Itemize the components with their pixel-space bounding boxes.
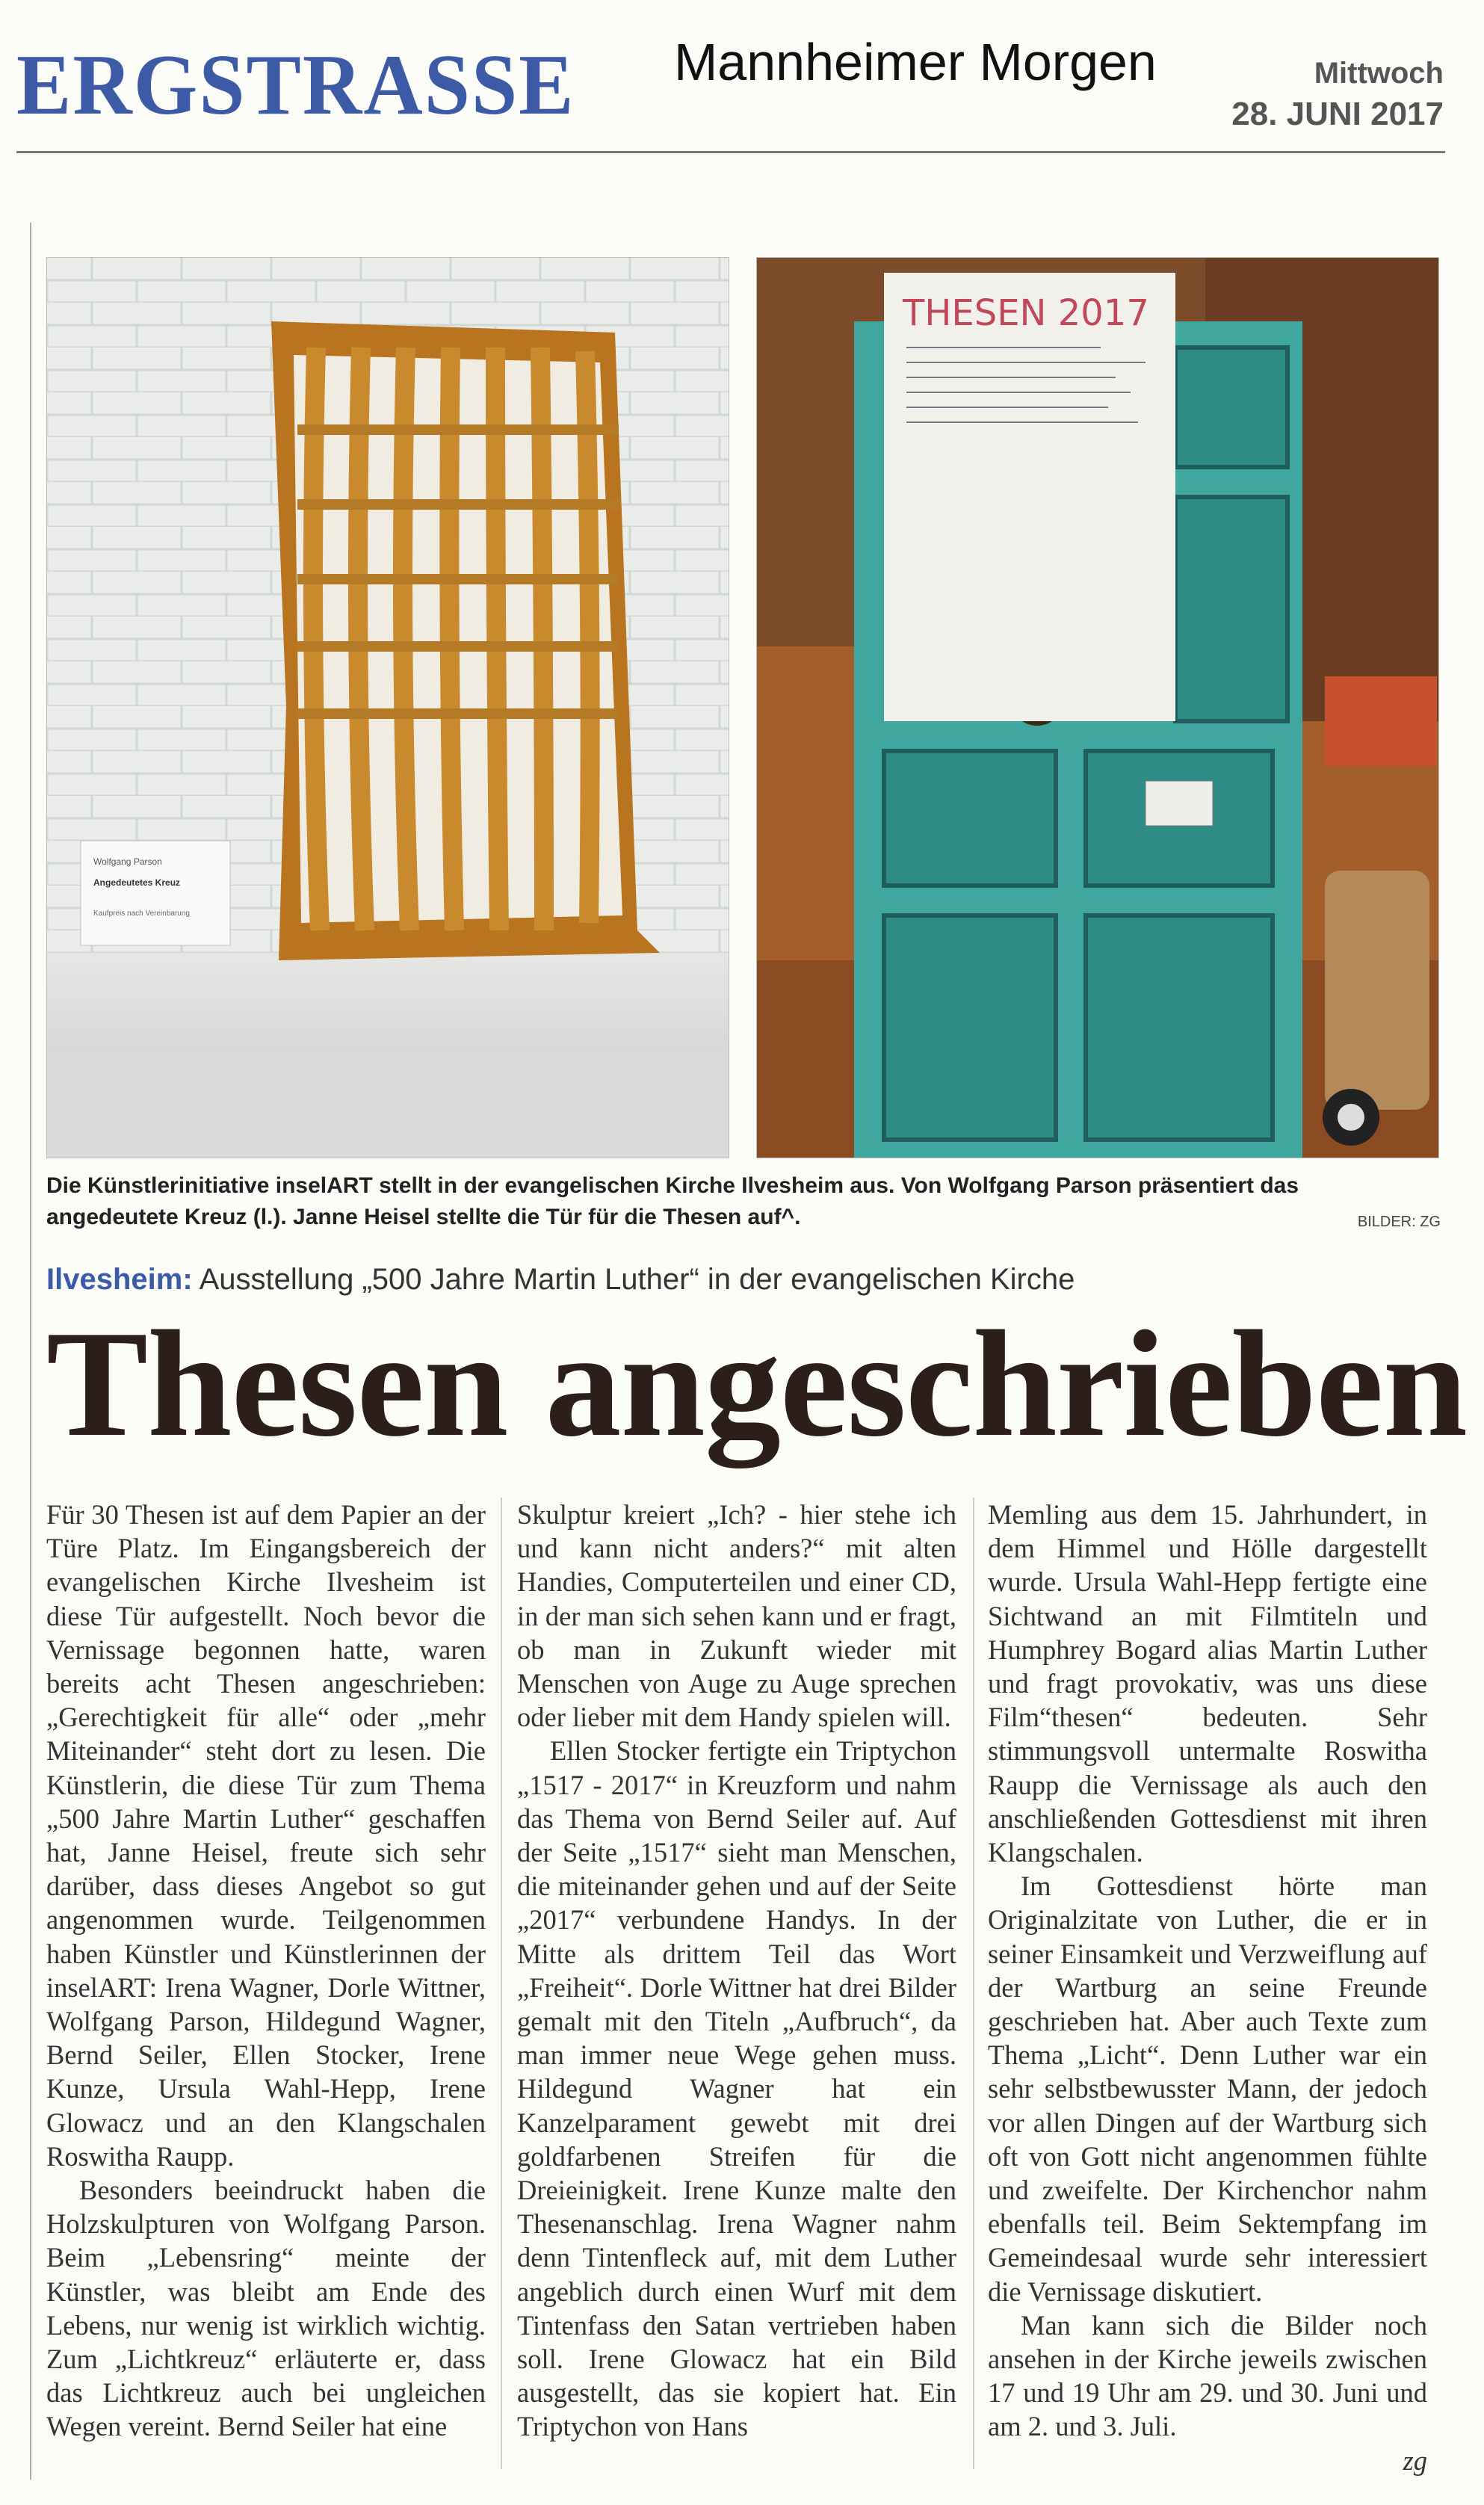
- svg-text:Kaufpreis nach Vereinbarung: Kaufpreis nach Vereinbarung: [93, 909, 190, 918]
- paragraph: Man kann sich die Bilder noch ansehen in der Kirche jeweils zwischen 17 und 19 Uhr am 29. und 30. Juni und am 2. und 3. Juli.: [988, 2309, 1427, 2442]
- kicker-text: Ausstellung „500 Jahre Martin Luther“ in der evangelischen Kirche: [192, 1263, 1075, 1296]
- photo-credit: BILDER: ZG: [1357, 1214, 1441, 1230]
- svg-text:Wolfgang Parson: Wolfgang Parson: [93, 856, 162, 867]
- wicker-basket: [1323, 871, 1429, 1146]
- article-kicker: [46, 1263, 1075, 1297]
- photo-wood-sculpture: [46, 257, 729, 1158]
- paragraph: Ellen Stocker fertigte ein Triptychon „1517 - 2017“ in Kreuzform und nahm das Thema von Bernd Seiler auf. Auf der Seite „1517“ sieht man Menschen, die miteinander gehen und auf der Seite „2017“ verbundene Handys. In der Mitte als drittem Teil das Wort „Freiheit“. Dorle Wittner hat drei Bilder gemalt mit den Titeln „Aufbruch“, da man immer neue Wege gehen muss. Hildegund Wagner hat ein Kanzelparament gewebt mit drei goldfarbenen Streifen für die Dreieinigkeit. Irene Kunze malte den Thesenanschlag. Irena Wagner nahm denn Tintenfleck auf, mit dem Luther angeblich durch einen Wurf mit dem Tintenfass den Satan vertrieben haben soll. Irene Glowacz hat ein Bild ausgestellt, das sie kopiert hat. Ein Triptychon von Hans: [517, 1735, 956, 2442]
- photo-thesen-door: [756, 257, 1439, 1158]
- paragraph: Besonders beeindruckt haben die Holzskulpturen von Wolfgang Parson. Beim „Lebensring“ meinte der Künstler, was bleibt am Ende des Lebens, nur wenig ist wirklich wichtig. Zum „Lichtkreuz“ erläuterte er, dass das Lichtkreuz auch bei ungleichen Wegen vereint. Bernd Seiler hat eine: [46, 2175, 486, 2442]
- issue-weekday: Mittwoch: [1314, 57, 1444, 90]
- left-margin-rule: [30, 223, 31, 2480]
- article-column-1: [46, 1498, 486, 2444]
- newspaper-name: Mannheimer Morgen: [674, 33, 1157, 91]
- paragraph: Memling aus dem 15. Jahrhundert, in dem Himmel und Hölle dargestellt wurde. Ursula Wahl-Hepp fertigte eine Sichtwand an mit Filmtiteln und Humphrey Bogard alias Martin Luther und fragt provokativ, was uns diese Film“thesen“ bedeuten. Sehr stimmungsvoll untermalte Roswitha Raupp die Vernissage als auch den anschließenden Gottesdienst mit ihren Klangschalen.: [988, 1499, 1427, 1868]
- paragraph: Für 30 Thesen ist auf dem Papier an der Türe Platz. Im Eingangsbereich der evangelischen Kirche Ilvesheim ist diese Tür aufgestellt. Noch bevor die Vernissage begonnen hatte, waren bereits acht Thesen angeschrieben: „Gerechtigkeit für alle“ oder „mehr Miteinander“ steht dort zu lesen. Die Künstlerin, die diese Tür zum Thema „500 Jahre Martin Luther“ geschaffen hat, Janne Heisel, freute sich sehr darüber, dass dieses Angebot so gut angenommen wurde. Teilgenommen haben Künstler und Künstlerinnen der inselART: Irena Wagner, Dorle Wittner, Wolfgang Parson, Hildegund Wagner, Bernd Seiler, Ellen Stocker, Irene Kunze, Ursula Wahl-Hepp, Irene Glowacz und an den Klangschalen Roswitha Raupp.: [46, 1499, 486, 2172]
- article-column-3: [988, 1498, 1427, 2477]
- masthead-rule: [16, 151, 1445, 153]
- paragraph: Skulptur kreiert „Ich? - hier stehe ich und kann nicht anders?“ mit alten Handies, Computerteilen und einer CD, in der man sich sehen kann und er fragt, ob man in Zukunft wieder mit Menschen von Auge zu Auge sprechen oder lieber mit dem Handy spielen will.: [517, 1499, 956, 1733]
- svg-text:Angedeutetes Kreuz: Angedeutetes Kreuz: [93, 877, 181, 888]
- article-headline: Thesen angeschrieben: [46, 1300, 1468, 1468]
- thesen-paper-sheet: [884, 273, 1175, 721]
- article-column-2: [517, 1498, 956, 2444]
- issue-date: 28. JUNI 2017: [1231, 96, 1444, 132]
- paragraph: Im Gottesdienst hörte man Originalzitate von Luther, die er in seiner Einsamkeit und Verzweiflung auf der Wartburg an seine Freunde geschrieben hat. Aber auch Texte zum Thema „Licht“. Denn Luther war ein sehr selbstbewusster Mann, der jedoch vor allen Dingen auf der Wartburg sich oft von Gott nicht angenommen fühlte und zweifelte. Der Kirchenchor nahm ebenfalls teil. Beim Sektempfang im Gemeindesaal wurde sehr interessiert die Vernissage diskutiert.: [988, 1871, 1427, 2307]
- kicker-place: Ilvesheim:: [46, 1263, 193, 1296]
- author-signature: zg: [1403, 2444, 1427, 2476]
- svg-text:THESEN 2017: THESEN 2017: [903, 292, 1149, 334]
- column-divider: [973, 1498, 974, 2469]
- wood-sculpture-illustration: [47, 258, 729, 1158]
- section-name: ERGSTRASSE: [16, 36, 575, 133]
- door-illustration: [757, 258, 1438, 1158]
- column-divider: [501, 1498, 502, 2469]
- sculpture-block: [271, 321, 660, 960]
- photo-caption: Die Künstlerinitiative inselART stellt in der evangelischen Kirche Ilvesheim aus. Von Wolfgang Parson präsentiert das angedeutete Kreuz (l.). Janne Heisel stellte die Tür für die Thesen auf^.: [46, 1173, 1299, 1229]
- artwork-label-card: [81, 841, 230, 945]
